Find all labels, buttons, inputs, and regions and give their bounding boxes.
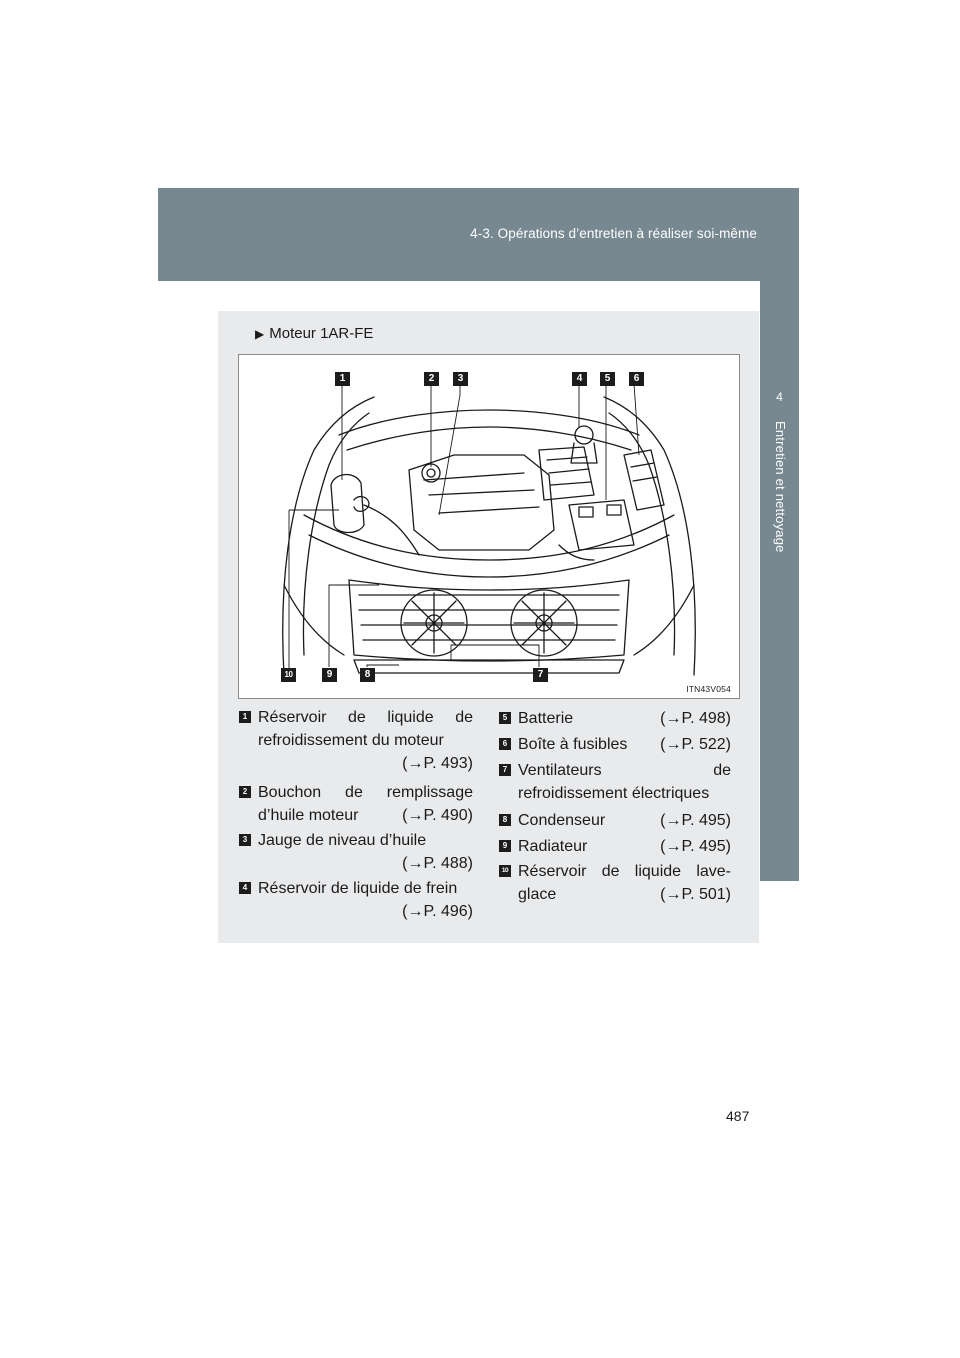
side-tab — [760, 281, 799, 881]
callout-4: 4 — [572, 372, 587, 386]
legend-marker-1: 1 — [239, 711, 251, 723]
header-band — [158, 188, 799, 281]
legend-ref: (→P. 496) — [402, 903, 473, 920]
legend-text: Condenseur — [518, 812, 606, 829]
legend-marker-3: 3 — [239, 834, 251, 846]
legend-text: d’huile moteur — [258, 807, 359, 824]
legend-ref: (→P. 488) — [402, 855, 473, 872]
legend-marker-9: 9 — [499, 840, 511, 852]
legend-ref: (→P. 495) — [660, 838, 731, 855]
legend-text: Jauge de niveau d’huile — [258, 832, 427, 849]
legend-ref: (→P. 490) — [402, 807, 473, 824]
header-title: 4-3. Opérations d’entretien à réaliser soi-même — [470, 226, 757, 241]
legend-marker-2: 2 — [239, 786, 251, 798]
engine-illustration — [239, 355, 739, 698]
callout-9: 9 — [322, 668, 337, 682]
callout-6: 6 — [629, 372, 644, 386]
legend-text: refroidissement du moteur — [258, 732, 444, 749]
section-heading — [255, 325, 373, 342]
content-panel — [218, 311, 759, 943]
side-tab-label: Entretien et nettoyage — [773, 421, 788, 553]
callout-7: 7 — [533, 668, 548, 682]
legend-ref: (→P. 493) — [402, 755, 473, 772]
legend-text: Ventilateurs de — [518, 762, 731, 779]
callout-1: 1 — [335, 372, 350, 386]
callout-2: 2 — [424, 372, 439, 386]
engine-compartment-figure — [238, 354, 740, 699]
legend-ref: (→P. 522) — [660, 736, 731, 753]
legend-text: Bouchon de remplissage — [258, 784, 473, 801]
legend-text: refroidissement électriques — [518, 785, 710, 802]
legend-text: Boîte à fusibles — [518, 736, 628, 753]
page-number: 487 — [726, 1108, 750, 1124]
legend-text: Réservoir de liquide lave- — [518, 863, 731, 880]
triangle-arrow-icon: ▶ — [255, 327, 265, 341]
legend-marker-6: 6 — [499, 738, 511, 750]
legend-ref: (→P. 498) — [660, 710, 731, 727]
legend-text: Réservoir de liquide de frein — [258, 880, 458, 897]
legend-marker-7: 7 — [499, 764, 511, 776]
side-tab-number: 4 — [776, 390, 783, 404]
legend-text: Radiateur — [518, 838, 588, 855]
legend-text: Réservoir de liquide de — [258, 709, 473, 726]
legend-ref: (→P. 501) — [660, 886, 731, 903]
legend-marker-8: 8 — [499, 814, 511, 826]
legend-marker-4: 4 — [239, 882, 251, 894]
callout-8: 8 — [360, 668, 375, 682]
section-heading-text: Moteur 1AR-FE — [269, 325, 374, 342]
legend-text: Batterie — [518, 710, 574, 727]
legend-marker-10: 10 — [499, 865, 511, 877]
legend-ref: (→P. 495) — [660, 812, 731, 829]
legend-marker-5: 5 — [499, 712, 511, 724]
legend-text: glace — [518, 886, 557, 903]
callout-5: 5 — [600, 372, 615, 386]
callout-10: 10 — [281, 668, 296, 682]
figure-id: ITN43V054 — [686, 684, 731, 694]
callout-3: 3 — [453, 372, 468, 386]
